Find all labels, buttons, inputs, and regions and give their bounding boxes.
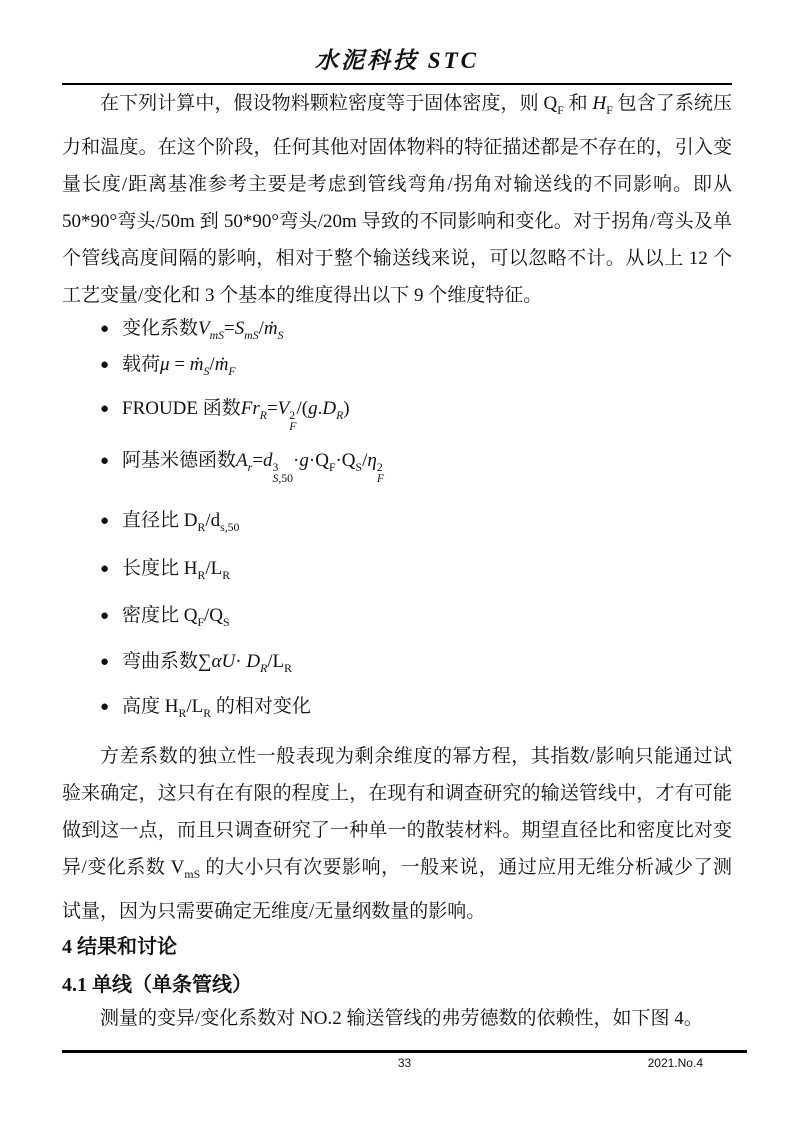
bullet-icon: ● [100, 653, 110, 670]
list-item-text: 直径比 $D_R/d_{s,50}$ [122, 509, 240, 534]
list-item-text: 载荷μ = ṁ$_S$/ṁ$_F$ [122, 353, 236, 378]
footer-row [62, 1056, 747, 1071]
list-item-text: 变化系数$V_{mS}=S_{mS}/ṁ_S$ [122, 317, 284, 342]
section-heading-results: 4 结果和讨论 [62, 935, 177, 958]
list-item [100, 557, 732, 582]
page-content [62, 0, 732, 1037]
bullet-icon: ● [100, 320, 110, 337]
measurement-paragraph: 测量的变异/变化系数对 NO.2 输送管线的弗劳德数的依赖性，如下图 4。 [100, 1007, 703, 1029]
bullet-icon: ● [100, 356, 110, 373]
list-item [100, 353, 732, 378]
list-item-text: 密度比 $Q_F/Q_S$ [122, 604, 230, 629]
page-number: 33 [397, 1056, 412, 1070]
list-item-text: 弯曲系数$\sum\alpha U\cdot D_R/L_R$ [122, 650, 292, 675]
bullet-icon: ● [100, 560, 110, 577]
list-item [100, 397, 732, 434]
footer-rule [62, 1050, 747, 1053]
list-item-text: FROUDE 函数$Fr_R=V$ 2 F $/(g.D_R)$ [122, 397, 350, 434]
bullet-icon: ● [100, 452, 110, 469]
page-footer [62, 1050, 747, 1071]
bullet-icon: ● [100, 607, 110, 624]
list-item [100, 449, 732, 486]
subsection-heading-single-line: 4.1 单线（单条管线） [62, 973, 252, 996]
list-item-text: 阿基米德函数$A_r=d$ 3 S,50 $\cdot g\cdot Q_F\cdot Q_S/\eta$ 2 F [122, 449, 384, 486]
dimension-feature-list [62, 317, 732, 720]
bullet-icon: ● [100, 512, 110, 529]
variance-paragraph: 方差系数的独立性一般表现为剩余维度的幂方程，其指数/影响只能通过试验来确定，这只有在有限的程度上，在现有和调查研究的输送管线中，才有可能做到这一点，而且只调查研究了一种单一的散装材料。期望直径比和密度比对变异/变化系数 $V_{mS}$ 的大小只有次要影响，一般来说，通过应用无维分析减少了测试量，因为只需要确定无维度/无量纲数量的影响。 [62, 745, 732, 922]
issue-label: 2021.No.4 [647, 1056, 703, 1070]
list-item [100, 604, 732, 629]
list-item-text: 长度比 $H_R/L_R$ [122, 557, 231, 582]
intro-paragraph: 在下列计算中，假设物料颗粒密度等于固体密度，则 $Q_F$ 和 $H_F$ 包含了系统压力和温度。在这个阶段，任何其他对固体物料的特征描述都是不存在的，引入变量长度/距离基准参考主要是考虑到管线弯角/拐角对输送线的不同影响。即从 50*90°弯头/50m 到 50*90°弯头/20m 导致的不同影响和变化。对于拐角/弯头及单个管线高度间隔的影响，相对于整个输送线来说，可以忽略不计。从以上 12 个工艺变量/变化和 3 个基本的维度得出以下 9 个维度特征。 [62, 93, 732, 306]
list-item [100, 650, 732, 675]
journal-title: 水泥科技 STC [315, 48, 479, 73]
list-item [100, 509, 732, 534]
list-item-text: 高度 $H_R/L_R$ 的相对变化 [122, 695, 311, 720]
bullet-icon: ● [100, 698, 110, 715]
list-item [100, 317, 732, 342]
bullet-icon: ● [100, 400, 110, 417]
list-item [100, 695, 732, 720]
